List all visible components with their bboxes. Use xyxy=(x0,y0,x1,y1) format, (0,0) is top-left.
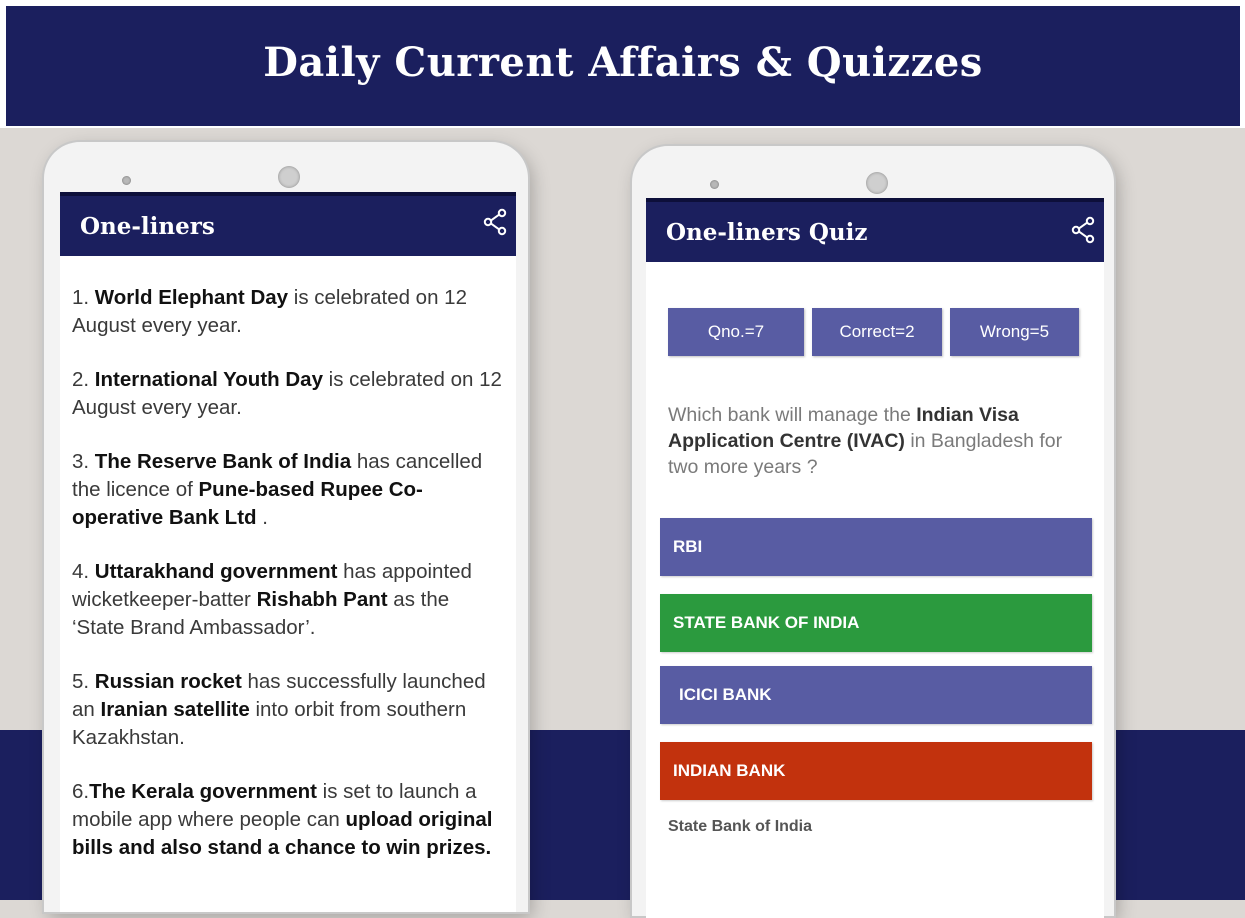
option-button-1[interactable]: RBI xyxy=(660,518,1092,576)
one-liner-item xyxy=(72,558,502,642)
front-camera xyxy=(122,176,131,185)
item-number: 2. xyxy=(72,368,95,391)
option-button-2[interactable]: STATE BANK OF INDIA xyxy=(660,594,1092,652)
app-bar xyxy=(60,192,516,256)
share-icon[interactable] xyxy=(482,208,508,238)
bold-text: Indian Visa Application Centre (IVAC) xyxy=(668,404,1019,452)
text-run: as the ‘State Brand Ambassador’. xyxy=(72,588,450,639)
bold-text: Pune-based Rupee Co-operative Bank Ltd xyxy=(72,478,423,529)
phone-left xyxy=(44,142,528,912)
bold-text: The Kerala government xyxy=(89,780,317,803)
item-number: 3. xyxy=(72,450,95,473)
text-run: is celebrated on 12 August every year. xyxy=(72,368,502,419)
item-number: 1. xyxy=(72,286,95,309)
one-liner-item xyxy=(72,778,502,862)
phone-screen-quiz xyxy=(646,198,1104,918)
front-camera xyxy=(710,180,719,189)
one-liner-item xyxy=(72,366,502,422)
screen-title: One-liners Quiz xyxy=(666,218,868,246)
earpiece-speaker xyxy=(866,172,888,194)
item-number: 6. xyxy=(72,780,90,803)
phone-right xyxy=(632,146,1114,916)
text-run: . xyxy=(256,506,268,529)
text-run: has cancelled the licence of xyxy=(72,450,483,501)
question-number-badge: Qno.=7 xyxy=(668,308,804,356)
bold-text: Rishabh Pant xyxy=(256,588,388,611)
header-banner xyxy=(6,6,1240,126)
quiz-stats xyxy=(668,308,1104,356)
correct-count-badge: Correct=2 xyxy=(812,308,942,356)
quiz-question xyxy=(668,402,1074,480)
item-number: 4. xyxy=(72,560,95,583)
banner-title: Daily Current Affairs & Quizzes xyxy=(263,38,983,86)
text-run: has successfully launched an xyxy=(72,670,486,721)
correct-answer-text: State Bank of India xyxy=(668,818,813,835)
text-run: Which bank will manage the xyxy=(668,404,917,426)
one-liner-item xyxy=(72,284,502,340)
text-run: has appointed wicketkeeper-batter xyxy=(72,560,472,611)
bold-text: upload original bills and also stand a chance to win prizes. xyxy=(72,808,493,859)
bottom-background-strip xyxy=(528,740,608,900)
option-button-3[interactable]: ICICI BANK xyxy=(660,666,1092,724)
earpiece-speaker xyxy=(278,166,300,188)
bold-text: The Reserve Bank of India xyxy=(94,450,352,473)
option-button-4[interactable]: INDIAN BANK xyxy=(660,742,1092,800)
share-icon[interactable] xyxy=(1070,216,1096,246)
one-liner-item xyxy=(72,668,502,752)
bold-text: World Elephant Day xyxy=(94,286,289,309)
one-liner-item xyxy=(72,448,502,532)
text-run: into orbit from southern Kazakhstan. xyxy=(72,698,467,749)
bold-text: Uttarakhand government xyxy=(94,560,338,583)
wrong-count-badge: Wrong=5 xyxy=(950,308,1079,356)
bold-text: Iranian satellite xyxy=(100,698,250,721)
bold-text: Russian rocket xyxy=(94,670,242,693)
phone-screen-one-liners xyxy=(60,192,516,912)
screen-title: One-liners xyxy=(80,212,215,240)
text-run: is set to launch a mobile app where people can xyxy=(72,780,477,831)
item-number: 5. xyxy=(72,670,95,693)
app-bar xyxy=(646,198,1104,262)
text-run: is celebrated on 12 August every year. xyxy=(72,286,467,337)
text-run: in Bangladesh for two more years ? xyxy=(668,430,1063,478)
bold-text: International Youth Day xyxy=(94,368,323,391)
one-liners-list xyxy=(60,256,516,862)
